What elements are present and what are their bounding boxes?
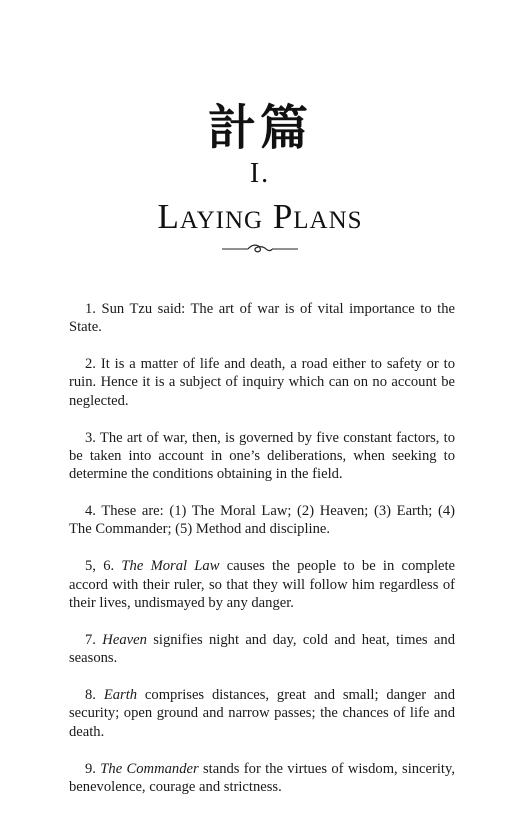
paragraph-term: Heaven <box>102 631 147 648</box>
paragraph-term: Earth <box>103 687 138 704</box>
paragraph-text: signifies night and day, cold and heat, times and seasons. <box>69 631 456 667</box>
paragraph <box>69 686 455 741</box>
paragraph-number: 7. <box>85 631 96 648</box>
paragraph <box>69 502 455 539</box>
paragraph-number: 2. <box>85 356 96 373</box>
paragraph-number: 9. <box>85 760 96 777</box>
paragraph-text: These are: (1) The Moral Law; (2) Heaven; (3) Earth; (4) The Commander; (5) Method and discipline. <box>69 503 455 538</box>
paragraph <box>69 631 455 668</box>
chapter-body <box>69 300 455 815</box>
paragraph <box>69 557 455 612</box>
paragraph <box>69 355 455 410</box>
flourish-icon <box>222 242 298 256</box>
paragraph <box>69 429 455 484</box>
paragraph-text: comprises distances, great and small; danger and security; open ground and narrow passes; the chances of life and death. <box>69 687 455 740</box>
paragraph-text: stands for the virtues of wisdom, sincerity, benevolence, courage and strictness. <box>69 760 455 795</box>
chapter-cjk-title: 計篇 <box>207 100 312 156</box>
paragraph-term: The Moral Law <box>121 558 220 575</box>
chapter-number: I. <box>249 158 271 189</box>
paragraph-text: Sun Tzu said: The art of war is of vital importance to the State. <box>69 301 455 336</box>
paragraph <box>69 760 455 797</box>
paragraph-number: 5, 6. <box>85 558 115 575</box>
paragraph-text: The art of war, then, is governed by five constant factors, to be taken into account in one’s deliberations, when seeking to determine the conditions obtaining in the field. <box>69 429 455 483</box>
paragraph-number: 1. <box>85 301 96 317</box>
paragraph-number: 4. <box>85 503 96 520</box>
paragraph-term: The Commander <box>100 760 199 777</box>
chapter-heading <box>0 100 520 256</box>
chapter-title: Laying Plans <box>157 197 363 236</box>
paragraph-number: 8. <box>85 687 96 704</box>
paragraph <box>69 300 455 337</box>
paragraph-text: causes the people to be in complete accord with their ruler, so that they will follow him regardless of their lives, undismayed by any danger. <box>69 558 456 611</box>
paragraph-number: 3. <box>85 429 96 446</box>
paragraph-text: It is a matter of life and death, a road either to safety or to ruin. Hence it is a subject of inquiry which can on no account be neglected. <box>69 356 455 409</box>
